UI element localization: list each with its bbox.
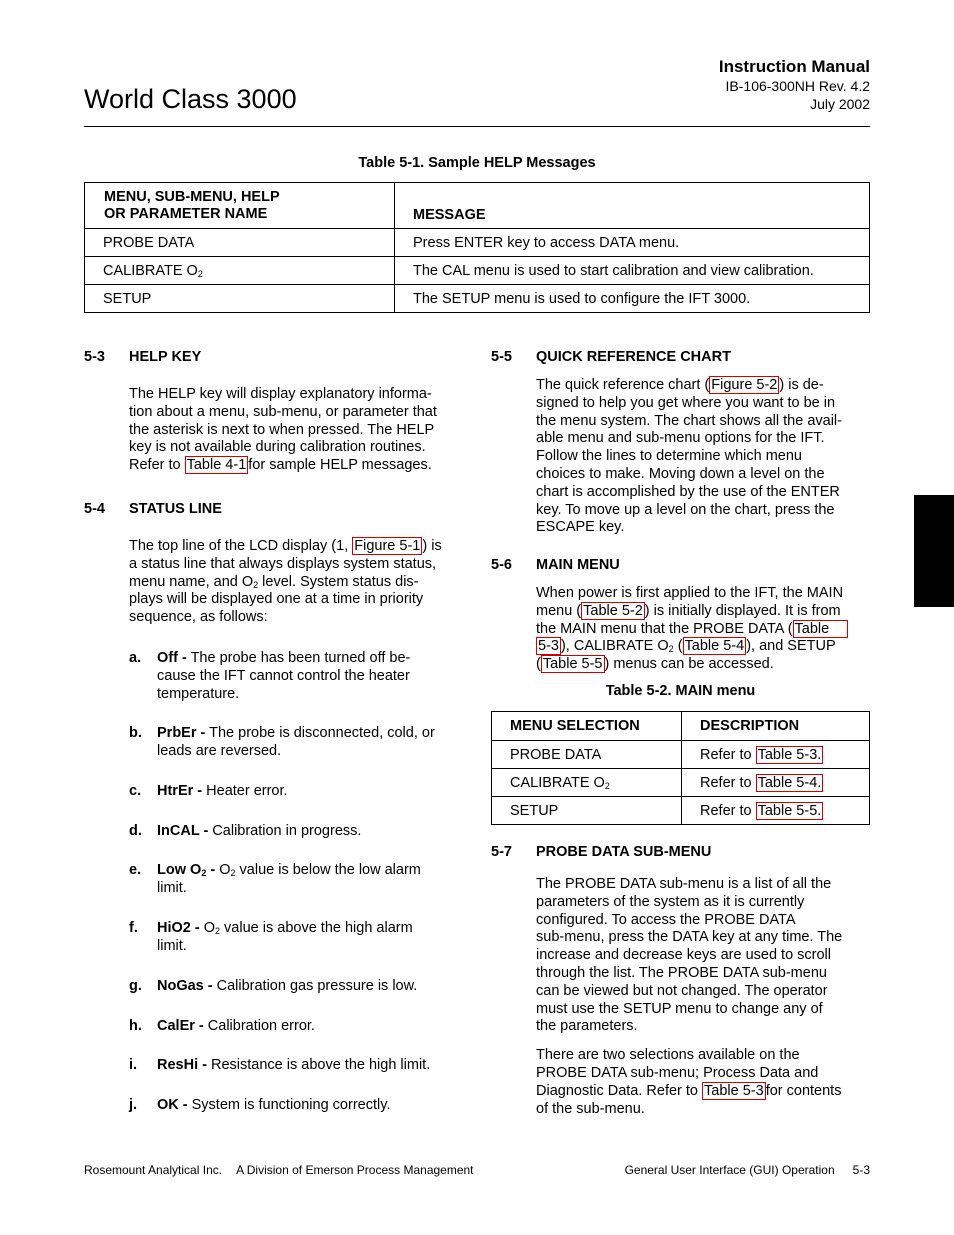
- table-cell: [682, 769, 870, 797]
- text-line: PROBE DATA sub-menu; Process Data and: [536, 1064, 819, 1081]
- cell-text: CALIBRATE O: [103, 262, 198, 279]
- text: ) is de-: [779, 377, 824, 393]
- item-term: Low O: [157, 862, 202, 878]
- text: ) is: [422, 538, 442, 554]
- text-line: ESCAPE key.: [536, 519, 625, 536]
- text-line: Follow the lines to determine which menu: [536, 448, 802, 465]
- table-5-1: [84, 182, 870, 313]
- table-cell: The CAL menu is used to start calibration and view calibration.: [395, 257, 870, 285]
- text: O: [215, 862, 231, 878]
- text-line: [536, 656, 848, 674]
- text: for contents: [765, 1082, 842, 1099]
- text-line: signed to help you get where you want to be in: [536, 394, 836, 411]
- text: The top line of the LCD display (1,: [129, 538, 353, 554]
- text: Resistance is above the high limit.: [206, 1057, 431, 1073]
- text-line: [129, 538, 442, 556]
- text-line: must use the SETUP menu to change any of: [536, 1000, 823, 1017]
- table-cell: PROBE DATA: [85, 229, 395, 257]
- text: The probe is disconnected, cold, or: [205, 725, 435, 741]
- section-5-3-heading: [84, 349, 201, 365]
- text-line: able menu and sub-menu options for the IFT.: [536, 430, 825, 447]
- subscript: 2: [230, 868, 236, 878]
- table-cell: The SETUP menu is used to configure the IFT 3000.: [395, 285, 870, 313]
- text-line: When power is first applied to the IFT, the MAIN: [536, 585, 844, 601]
- text-line: chart is accomplished by the use of the ENTER: [536, 483, 840, 500]
- page-number: 5-3: [852, 1163, 870, 1177]
- subscript: 2: [201, 868, 207, 878]
- text: ) menus can be accessed.: [604, 656, 774, 673]
- item-term: PrbEr -: [157, 725, 206, 741]
- section-5-7-heading: [491, 844, 711, 860]
- item-letter: h.: [129, 1018, 142, 1034]
- text: Calibration gas pressure is low.: [212, 978, 418, 994]
- text: menu (: [536, 602, 582, 619]
- list-item: [129, 725, 435, 761]
- text-line: can be viewed but not changed. The operator: [536, 982, 828, 999]
- text: O: [199, 920, 216, 936]
- text: menu name, and O: [129, 573, 254, 590]
- text-line: The PROBE DATA sub-menu is a list of all the: [536, 876, 832, 892]
- item-term: HiO2 -: [157, 920, 200, 936]
- list-item: [129, 823, 362, 841]
- section-5-4-body: [129, 538, 442, 627]
- table-cell: Press ENTER key to access DATA menu.: [395, 229, 870, 257]
- section-title: MAIN MENU: [536, 557, 620, 573]
- doc-number: IB-106-300NH Rev. 4.2: [725, 78, 870, 94]
- item-letter: b.: [129, 725, 142, 741]
- table-cell: [85, 257, 395, 285]
- subscript: 2: [253, 579, 259, 590]
- subscript: 2: [215, 926, 221, 936]
- list-item: [129, 783, 288, 801]
- text-line: [536, 638, 848, 656]
- table-5-5-ref-link[interactable]: Table 5-5.: [757, 802, 822, 819]
- item-letter: f.: [129, 920, 138, 936]
- text-line: sub-menu, press the DATA key at any time. The: [536, 929, 843, 946]
- text: value is below the low alarm: [235, 862, 421, 878]
- text-line: limit.: [157, 879, 187, 896]
- text-line: [536, 377, 842, 395]
- text: Calibration in progress.: [208, 823, 362, 839]
- section-5-3-body: [129, 386, 437, 475]
- table-5-1-caption: Table 5-1. Sample HELP Messages: [358, 155, 596, 171]
- section-number: 5-3: [84, 349, 105, 365]
- figure-5-1-link[interactable]: Figure 5-1: [354, 538, 421, 554]
- section-5-6-body: [536, 585, 848, 674]
- page-title: World Class 3000: [84, 84, 297, 114]
- table-row: [492, 769, 870, 797]
- list-item: [129, 1097, 391, 1115]
- item-letter: g.: [129, 978, 142, 994]
- text-line: [129, 457, 437, 475]
- text: The probe has been turned off be-: [186, 650, 411, 666]
- text-line: the asterisk is next to when pressed. The HELP: [129, 421, 435, 438]
- table-cell: [492, 769, 682, 797]
- list-item: [129, 862, 421, 898]
- section-title: QUICK REFERENCE CHART: [536, 349, 731, 365]
- figure-5-2-link[interactable]: Figure 5-2: [711, 377, 778, 393]
- item-term: Off -: [157, 650, 187, 666]
- text-line: tion about a menu, sub-menu, or parameter that: [129, 403, 437, 420]
- text: ), and SETUP: [746, 638, 836, 655]
- text-line: [536, 603, 848, 621]
- text: for sample HELP messages.: [248, 457, 432, 474]
- text-line: of the sub-menu.: [536, 1100, 645, 1117]
- text: value is above the high alarm: [220, 920, 413, 936]
- text: The quick reference chart (: [536, 377, 710, 393]
- table-5-2-link[interactable]: Table 5-2: [583, 602, 643, 619]
- table-row: [492, 741, 870, 769]
- table-row: [492, 797, 870, 825]
- section-title: PROBE DATA SUB-MENU: [536, 844, 712, 860]
- item-term: InCAL -: [157, 823, 209, 839]
- text: Refer to: [700, 746, 756, 763]
- text-line: the menu system. The chart shows all the avail-: [536, 412, 842, 429]
- section-number: 5-7: [491, 844, 512, 860]
- text-line: limit.: [157, 937, 187, 954]
- section-5-5-body: [536, 377, 842, 537]
- header-line: MENU, SUB-MENU, HELP: [104, 188, 280, 205]
- table-cell: SETUP: [85, 285, 395, 313]
- text: Heater error.: [202, 783, 288, 799]
- table-5-2-caption: Table 5-2. MAIN menu: [605, 683, 756, 699]
- item-term: CalEr -: [157, 1018, 204, 1034]
- table-5-4-ref-link[interactable]: Table 5-4.: [757, 774, 822, 791]
- text-line: The HELP key will display explanatory informa-: [129, 386, 432, 402]
- list-item: [129, 1018, 315, 1036]
- manual-label: Instruction Manual: [718, 57, 870, 76]
- item-term: ResHi -: [157, 1057, 207, 1073]
- section-name: General User Interface (GUI) Operation: [624, 1163, 835, 1177]
- text-line: a status line that always displays system status,: [129, 555, 437, 572]
- table-cell: [682, 797, 870, 825]
- text: the MAIN menu that the PROBE DATA (: [536, 620, 793, 637]
- table-5-3-contents-link[interactable]: Table 5-3: [704, 1082, 764, 1099]
- section-5-6-heading: [491, 557, 620, 573]
- text-line: key. To move up a level on the chart, press the: [536, 501, 835, 518]
- table-row: [85, 229, 870, 257]
- table-header-row: [492, 712, 870, 741]
- table-5-2: [491, 711, 870, 825]
- text-line: [129, 574, 442, 592]
- section-5-4-heading: [84, 501, 222, 517]
- text: ) is initially displayed. It is from: [644, 602, 841, 619]
- item-letter: d.: [129, 823, 142, 839]
- table-header-cell: MESSAGE: [395, 183, 870, 229]
- text: (: [673, 638, 683, 655]
- text-line: temperature.: [157, 685, 240, 702]
- text-line: cause the IFT cannot control the heater: [157, 667, 410, 684]
- list-item: [129, 650, 411, 703]
- text: Refer to: [700, 774, 756, 791]
- footer-section: [625, 1163, 870, 1177]
- table-header-cell: MENU SELECTION: [492, 712, 682, 741]
- text-line: There are two selections available on the: [536, 1047, 800, 1064]
- subscript: 2: [197, 268, 203, 279]
- paragraph-gap: [536, 1036, 842, 1047]
- text: Refer to: [700, 802, 756, 819]
- text-line: [536, 621, 848, 639]
- header-line: OR PARAMETER NAME: [104, 205, 268, 222]
- text: ), CALIBRATE O: [560, 638, 669, 655]
- manual-info: [719, 57, 870, 113]
- item-letter: e.: [129, 862, 142, 878]
- table-5-3-link-cont[interactable]: 5-3: [538, 638, 559, 655]
- header-rule: [84, 126, 870, 127]
- table-header-row: [85, 183, 870, 229]
- item-letter: a.: [129, 650, 142, 666]
- table-row: [85, 285, 870, 313]
- text-line: sequence, as follows:: [129, 609, 268, 626]
- text: (: [536, 656, 541, 673]
- list-item: [129, 978, 418, 996]
- table-4-1-link[interactable]: Table 4-1: [186, 457, 247, 474]
- item-term: -: [206, 862, 216, 878]
- text-line: increase and decrease keys are used to scroll: [536, 947, 831, 964]
- item-term: HtrEr -: [157, 783, 203, 799]
- table-5-5-link[interactable]: Table 5-5: [542, 656, 603, 673]
- section-5-7-body: [536, 876, 842, 1118]
- cell-text: CALIBRATE O: [510, 774, 605, 791]
- list-item: [129, 1057, 431, 1075]
- section-number: 5-4: [84, 501, 105, 517]
- item-letter: i.: [129, 1057, 138, 1073]
- list-item: [129, 920, 413, 956]
- text-line: configured. To access the PROBE DATA: [536, 911, 796, 928]
- chapter-tab-marker: [914, 495, 954, 607]
- subscript: 2: [668, 644, 674, 655]
- item-letter: j.: [129, 1097, 138, 1113]
- table-5-3-ref-link[interactable]: Table 5-3.: [757, 746, 822, 763]
- section-5-5-heading: [491, 349, 731, 365]
- text: System is functioning correctly.: [187, 1097, 391, 1113]
- text-line: [536, 1083, 842, 1101]
- section-number: 5-5: [491, 349, 512, 365]
- text: Calibration error.: [203, 1018, 315, 1034]
- section-title: STATUS LINE: [129, 501, 222, 517]
- text-line: leads are reversed.: [157, 742, 282, 759]
- text: Refer to: [129, 457, 185, 474]
- text: Diagnostic Data. Refer to: [536, 1082, 703, 1099]
- company-name: Rosemount Analytical Inc.: [84, 1163, 223, 1177]
- table-cell: SETUP: [492, 797, 682, 825]
- table-cell: PROBE DATA: [492, 741, 682, 769]
- text: level. System status dis-: [258, 573, 419, 590]
- subscript: 2: [604, 780, 610, 791]
- table-cell: [682, 741, 870, 769]
- item-term: NoGas -: [157, 978, 213, 994]
- doc-date: July 2002: [810, 96, 870, 112]
- table-row: [85, 257, 870, 285]
- table-5-3-link[interactable]: Table: [793, 620, 849, 638]
- table-header-cell: [85, 183, 395, 229]
- text-line: through the list. The PROBE DATA sub-menu: [536, 964, 827, 981]
- text-line: key is not available during calibration routines.: [129, 439, 426, 456]
- table-5-4-link[interactable]: Table 5-4: [684, 638, 745, 655]
- table-header-cell: DESCRIPTION: [682, 712, 870, 741]
- item-letter: c.: [129, 783, 142, 799]
- item-term: OK -: [157, 1097, 188, 1113]
- text-line: the parameters.: [536, 1018, 638, 1035]
- division-name: A Division of Emerson Process Management: [236, 1163, 474, 1177]
- footer-company: [84, 1163, 474, 1177]
- text-line: parameters of the system as it is currently: [536, 893, 805, 910]
- text-line: plays will be displayed one at a time in priority: [129, 591, 424, 608]
- section-number: 5-6: [491, 557, 512, 573]
- text-line: choices to make. Moving down a level on the: [536, 465, 825, 482]
- section-title: HELP KEY: [129, 349, 202, 365]
